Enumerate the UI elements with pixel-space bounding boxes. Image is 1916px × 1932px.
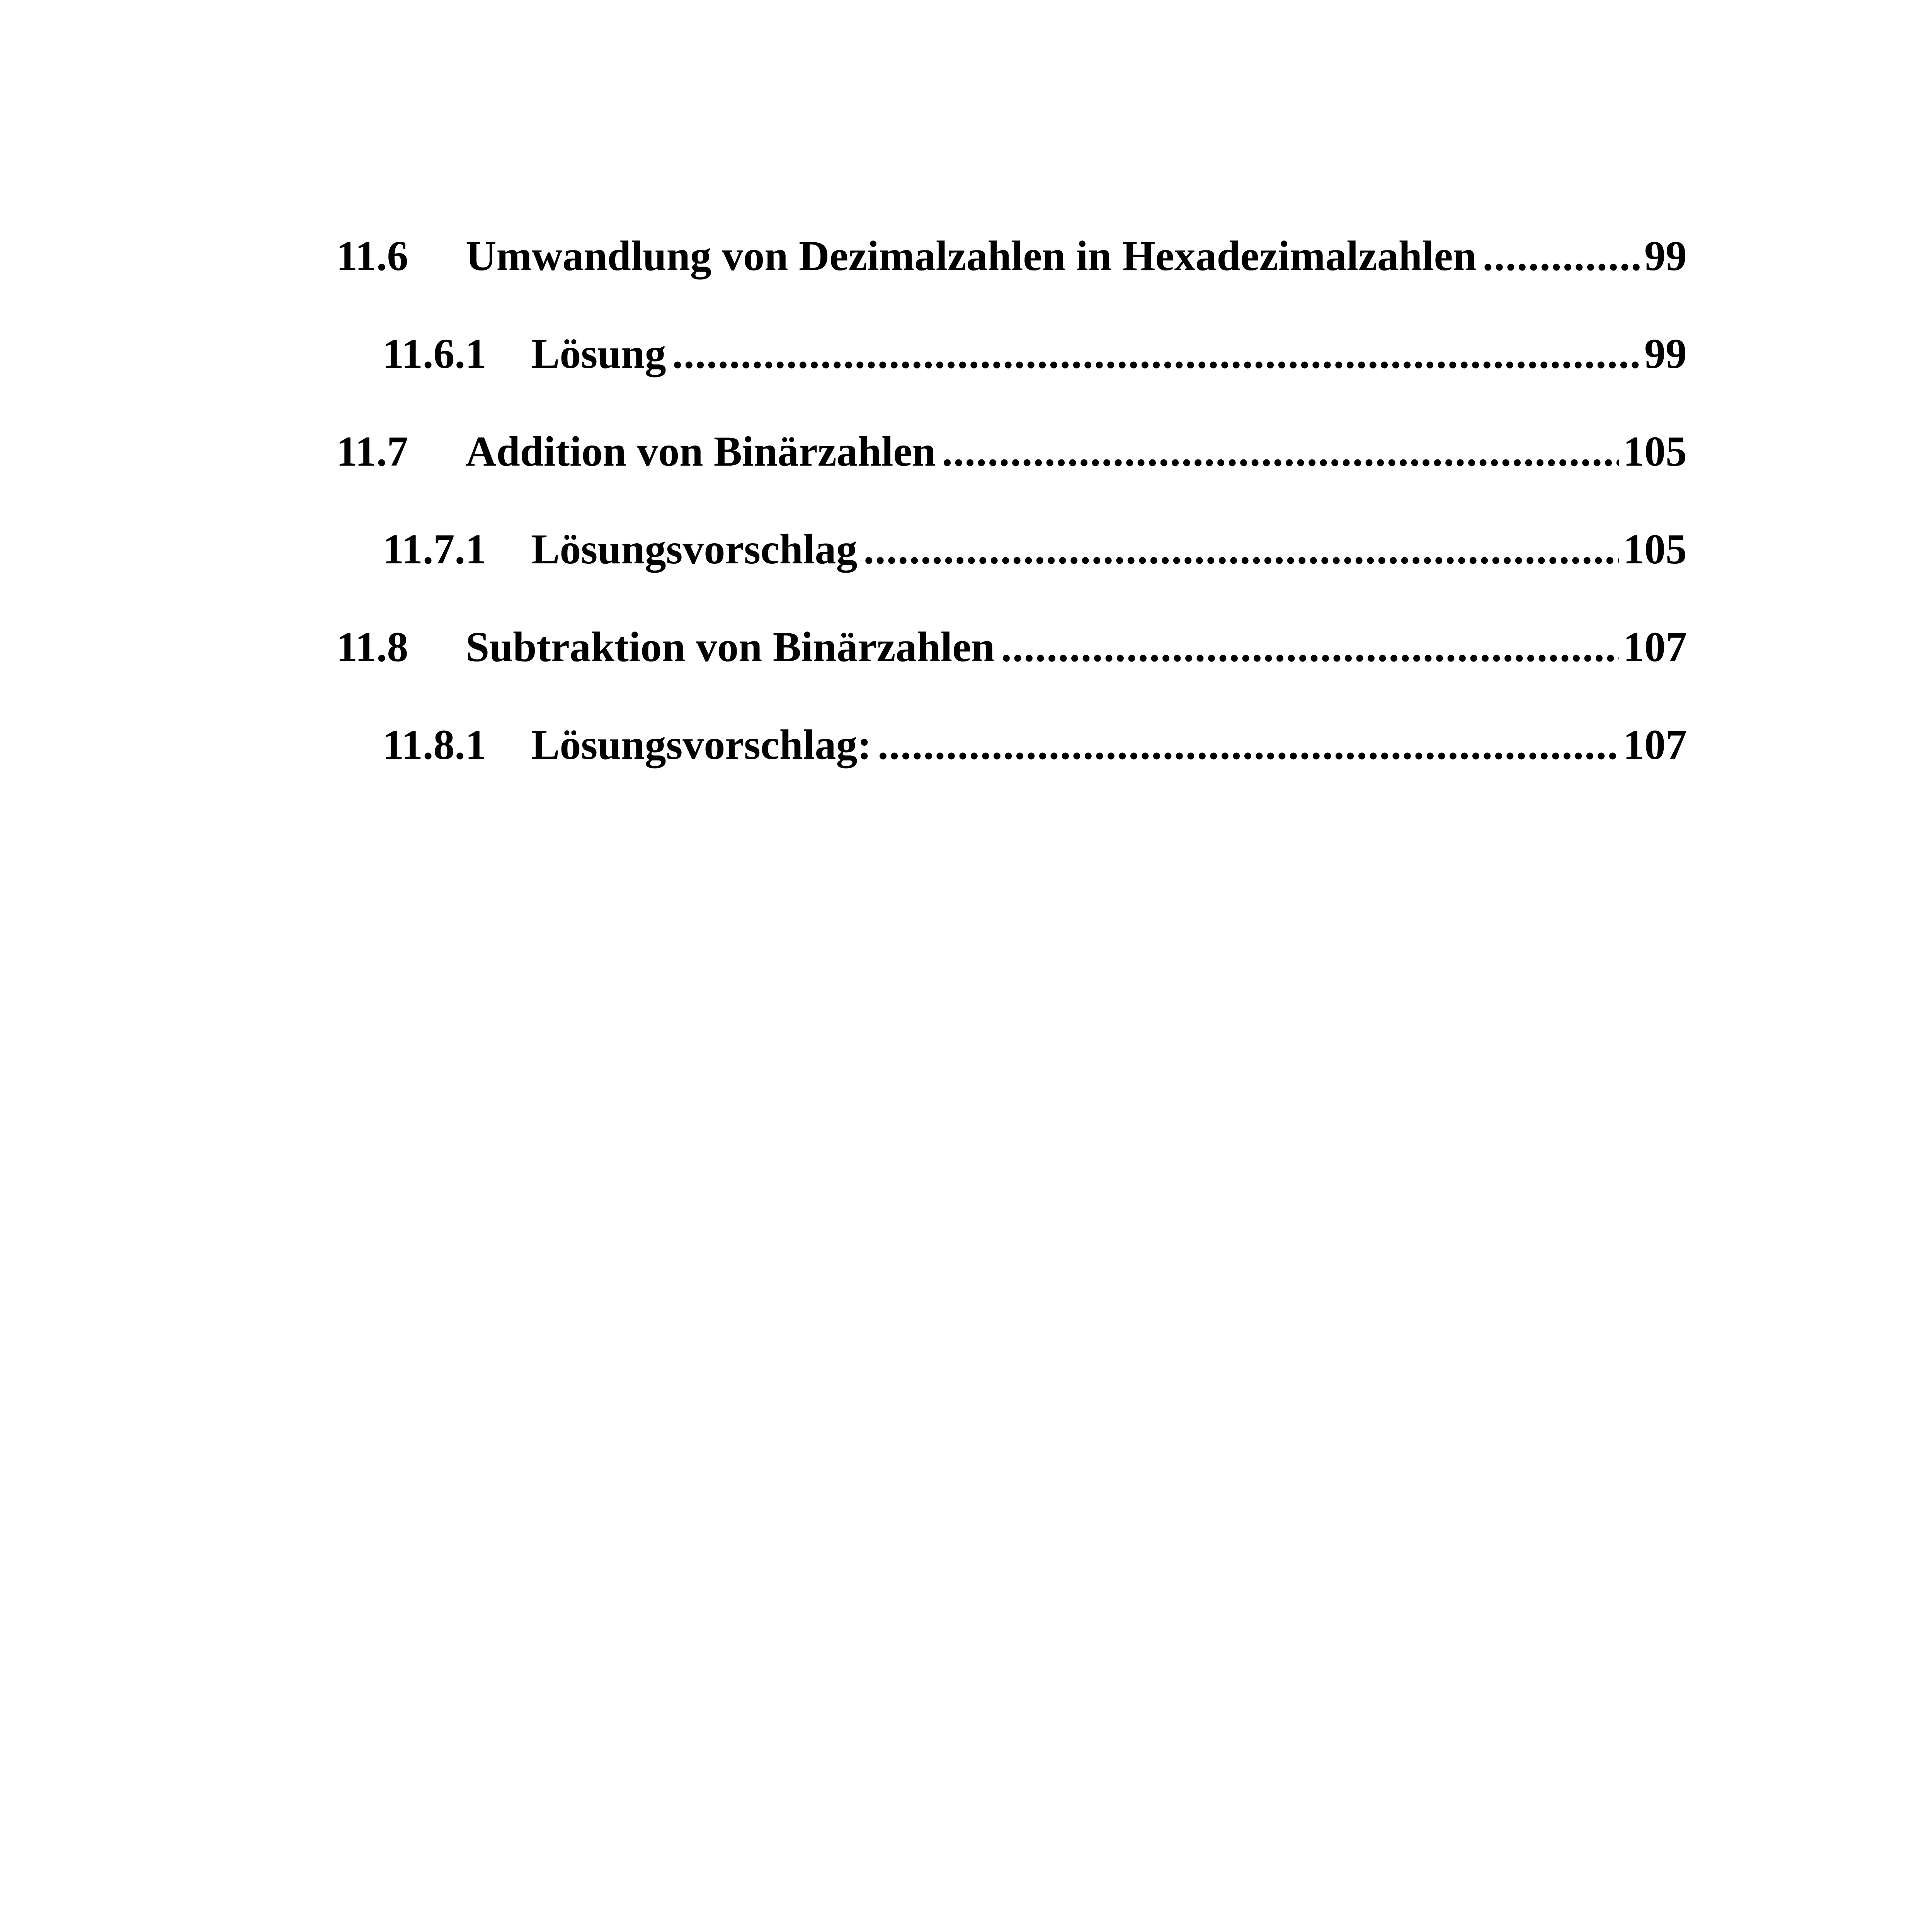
dot-leader bbox=[672, 327, 1640, 381]
dot-leader bbox=[878, 718, 1619, 772]
toc-entry-number: 11.8.1 bbox=[383, 721, 487, 768]
toc-entry-number: 11.6 bbox=[336, 232, 408, 279]
toc-entry-title: Lösungsvorschlag bbox=[531, 526, 858, 573]
dot-leader bbox=[942, 424, 1619, 478]
toc-entry-page: 107 bbox=[1623, 721, 1687, 768]
toc-entry-11-7-1[interactable] bbox=[336, 522, 1687, 576]
toc-entry-title: Subtraktion von Binärzahlen bbox=[466, 623, 995, 670]
toc-entry-title: Lösung bbox=[531, 330, 666, 377]
toc-entry-11-7[interactable] bbox=[336, 424, 1687, 478]
toc-entry-11-8-1[interactable] bbox=[336, 718, 1687, 772]
toc-entry-11-8[interactable] bbox=[336, 620, 1687, 674]
toc-entry-title: Umwandlung von Dezimalzahlen in Hexadezimalzahlen bbox=[466, 232, 1477, 279]
dot-leader bbox=[1483, 229, 1640, 283]
toc-entry-11-6[interactable] bbox=[336, 229, 1687, 283]
dot-leader bbox=[864, 522, 1619, 576]
toc-entry-page: 105 bbox=[1623, 526, 1687, 573]
dot-leader bbox=[1001, 620, 1619, 674]
toc-entry-number: 11.8 bbox=[336, 623, 408, 670]
toc-entry-11-6-1[interactable] bbox=[336, 327, 1687, 381]
toc-entry-title: Addition von Binärzahlen bbox=[466, 428, 936, 475]
toc-entry-title: Lösungsvorschlag: bbox=[531, 721, 872, 768]
toc-entry-number: 11.7 bbox=[336, 428, 408, 475]
toc-entry-page: 107 bbox=[1623, 623, 1687, 670]
toc-entry-number: 11.7.1 bbox=[383, 526, 487, 573]
toc-entry-number: 11.6.1 bbox=[383, 330, 487, 377]
toc-entry-page: 105 bbox=[1623, 428, 1687, 475]
toc-entry-page: 99 bbox=[1644, 330, 1687, 377]
toc-entry-page: 99 bbox=[1644, 232, 1687, 279]
